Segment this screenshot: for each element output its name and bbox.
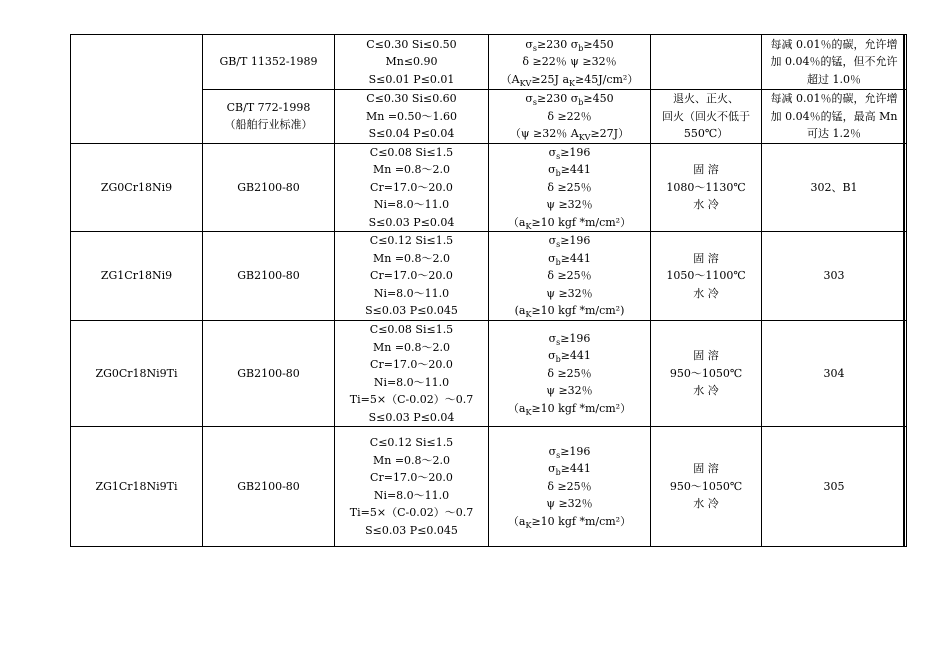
properties-cell: $\sigma_s\ge 196$ $\sigma_b\ge 441$ δ ≥25％ ψ ≥32％ ($a_K\ge 10$ kgf *m/cm²) (489, 232, 651, 321)
properties-cell: $\sigma_s\ge 230$ $\sigma_b\ge 450$ δ ≥22％ ψ ≥32％ （$A_{KV}\ge 25J$ $a_K\ge 45J/cm^2$） (489, 35, 651, 90)
heat-treatment-cell: 固 溶 1080～1130℃ 水 冷 (651, 143, 762, 232)
heat-treatment-cell (651, 35, 762, 90)
grade-cell: ZG1Cr18Ni9Ti (71, 427, 203, 547)
table-row (71, 232, 907, 321)
heat-treatment-cell: 固 溶 1050～1100℃ 水 冷 (651, 232, 762, 321)
composition-cell: C≤0.30 Si≤0.60 Mn =0.50～1.60 S≤0.04 P≤0.04 (335, 90, 489, 144)
standard-cell: GB2100-80 (203, 232, 335, 321)
notes-cell: 303 (762, 232, 907, 321)
composition-cell: C≤0.30 Si≤0.50 Mn≤0.90 S≤0.01 P≤0.01 (335, 35, 489, 90)
properties-cell: $\sigma_s\ge 230$ $\sigma_b\ge 450$ δ ≥22％ （ψ ≥32％ $A_{KV}\ge 27J$） (489, 90, 651, 144)
notes-cell: 每减 0.01％的碳，允许增 加 0.04％的锰，最高 Mn 可达 1.2％ (762, 90, 907, 144)
grade-cell: ZG0Cr18Ni9 (71, 143, 203, 232)
notes-cell: 每减 0.01％的碳，允许增 加 0.04％的锰，但不允许 超过 1.0％ (762, 35, 907, 90)
grade-cell: ZG1Cr18Ni9 (71, 232, 203, 321)
standard-cell: CB/T 772-1998 （船舶行业标准） (203, 90, 335, 144)
properties-cell: $\sigma_s\ge 196$ $\sigma_b\ge 441$ δ ≥25％ ψ ≥32％ （$a_K\ge 10$ kgf *m/cm²） (489, 321, 651, 427)
notes-cell: 305 (762, 427, 907, 547)
standard-cell: GB2100-80 (203, 321, 335, 427)
table-row (71, 427, 907, 547)
standard-cell: GB2100-80 (203, 427, 335, 547)
notes-cell: 302、B1 (762, 143, 907, 232)
table-row (71, 35, 907, 90)
notes-cell: 304 (762, 321, 907, 427)
grade-cell: ZG0Cr18Ni9Ti (71, 321, 203, 427)
properties-cell: $\sigma_s\ge 196$ $\sigma_b\ge 441$ δ ≥25％ ψ ≥32％ （$a_K\ge 10$ kgf *m/cm²） (489, 427, 651, 547)
heat-treatment-cell: 固 溶 950～1050℃ 水 冷 (651, 321, 762, 427)
standard-cell: GB/T 11352-1989 (203, 35, 335, 90)
table-row (71, 143, 907, 232)
table-row (71, 321, 907, 427)
material-spec-table (70, 34, 907, 547)
table-right-border (903, 34, 905, 546)
composition-cell: C≤0.12 Si≤1.5 Mn =0.8～2.0 Cr=17.0～20.0 Ni=8.0～11.0 Ti=5×（C-0.02）～0.7 S≤0.03 P≤0.045 (335, 427, 489, 547)
composition-cell: C≤0.12 Si≤1.5 Mn =0.8～2.0 Cr=17.0～20.0 Ni=8.0～11.0 S≤0.03 P≤0.045 (335, 232, 489, 321)
standard-cell: GB2100-80 (203, 143, 335, 232)
heat-treatment-cell: 固 溶 950～1050℃ 水 冷 (651, 427, 762, 547)
grade-cell (71, 35, 203, 144)
heat-treatment-cell: 退火、正火、 回火（回火不低于 550℃） (651, 90, 762, 144)
composition-cell: C≤0.08 Si≤1.5 Mn =0.8～2.0 Cr=17.0～20.0 Ni=8.0～11.0 S≤0.03 P≤0.04 (335, 143, 489, 232)
composition-cell: C≤0.08 Si≤1.5 Mn =0.8～2.0 Cr=17.0～20.0 Ni=8.0～11.0 Ti=5×（C-0.02）～0.7 S≤0.03 P≤0.04 (335, 321, 489, 427)
properties-cell: $\sigma_s\ge 196$ $\sigma_b\ge 441$ δ ≥25％ ψ ≥32％ （$a_K\ge 10$ kgf *m/cm²） (489, 143, 651, 232)
